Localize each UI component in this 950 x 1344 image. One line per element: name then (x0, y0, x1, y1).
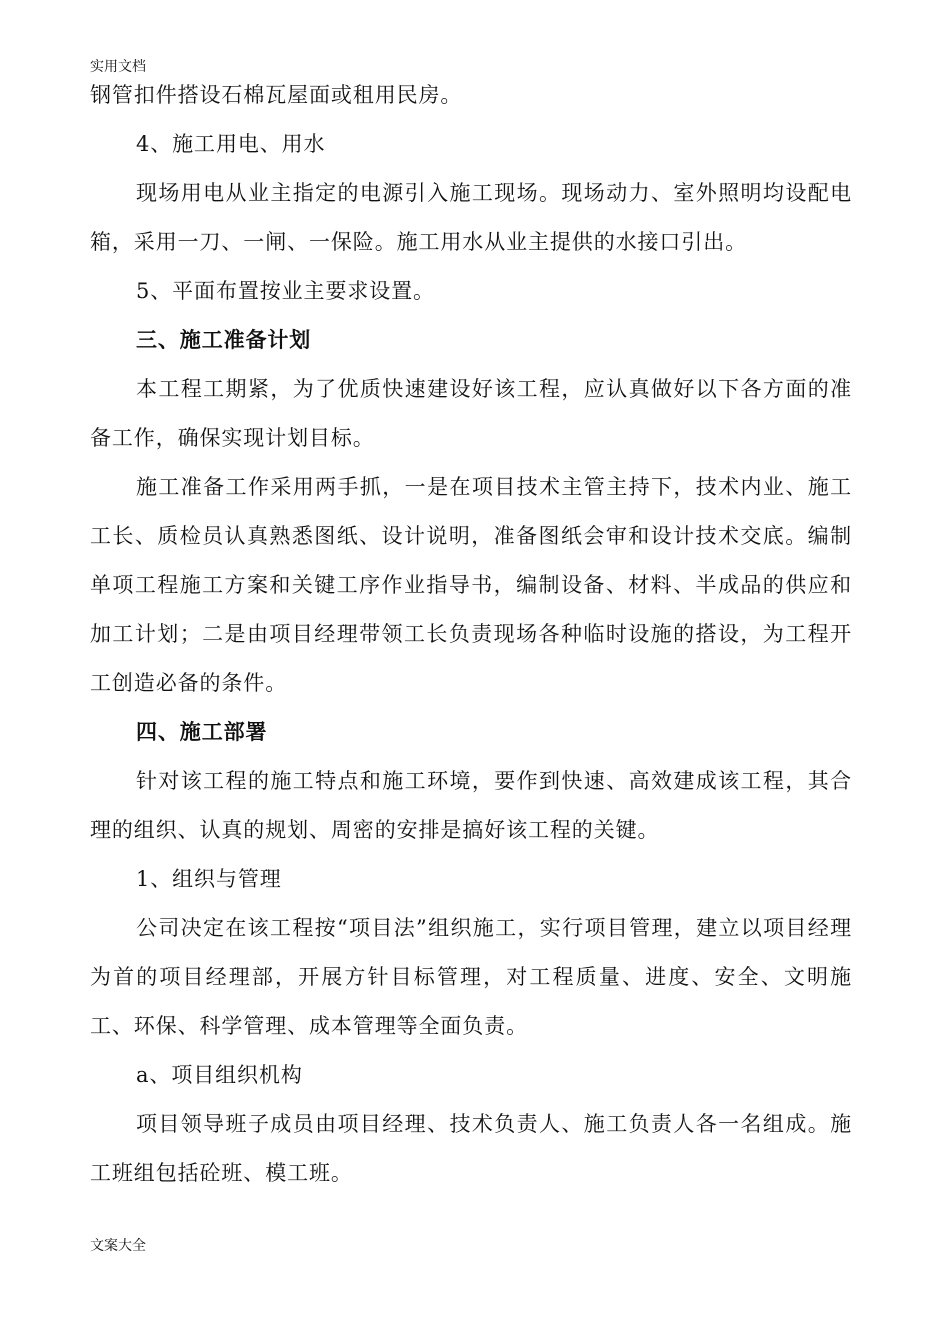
paragraph-continuation: 钢管扣件搭设石棉瓦屋面或租用民房。 (90, 83, 463, 107)
paragraph-preparation-intro: 本工程工期紧，为了优质快速建设好该工程，应认真做好以下各方面的准备工作，确保实现计划目标。 (90, 377, 852, 450)
page-header: 实用文档 (90, 59, 146, 75)
paragraph-deployment-intro: 针对该工程的施工特点和施工环境，要作到快速、高效建成该工程，其合理的组织、认真的规划、周密的安排是搞好该工程的关键。 (90, 769, 852, 842)
section-heading-preparation: 三、施工准备计划 (136, 328, 312, 352)
page-footer: 文案大全 (90, 1238, 146, 1254)
subheading-project-structure: a、项目组织机构 (136, 1063, 303, 1087)
paragraph-project-structure: 项目领导班子成员由项目经理、技术负责人、施工负责人各一名组成。施工班组包括砼班、模工班。 (90, 1112, 852, 1185)
paragraph-power-water: 现场用电从业主指定的电源引入施工现场。现场动力、室外照明均设配电箱，采用一刀、一闸、一保险。施工用水从业主提供的水接口引出。 (90, 181, 852, 254)
subheading-power-water: 4、施工用电、用水 (136, 132, 326, 156)
paragraph-organization: 公司决定在该工程按“项目法”组织施工，实行项目管理，建立以项目经理为首的项目经理部，开展方针目标管理，对工程质量、进度、安全、文明施工、环保、科学管理、成本管理等全面负责。 (90, 916, 852, 1038)
section-heading-deployment: 四、施工部署 (136, 720, 268, 744)
subheading-organization: 1、组织与管理 (136, 867, 282, 891)
document-body (90, 71, 852, 1198)
subheading-layout: 5、平面布置按业主要求设置。 (136, 279, 435, 303)
paragraph-preparation-work: 施工准备工作采用两手抓，一是在项目技术主管主持下，技术内业、施工工长、质检员认真熟悉图纸、设计说明，准备图纸会审和设计技术交底。编制单项工程施工方案和关键工序作业指导书，编制设备、材料、半成品的供应和加工计划；二是由项目经理带领工长负责现场各种临时设施的搭设，为工程开工创造必备的条件。 (90, 475, 852, 695)
